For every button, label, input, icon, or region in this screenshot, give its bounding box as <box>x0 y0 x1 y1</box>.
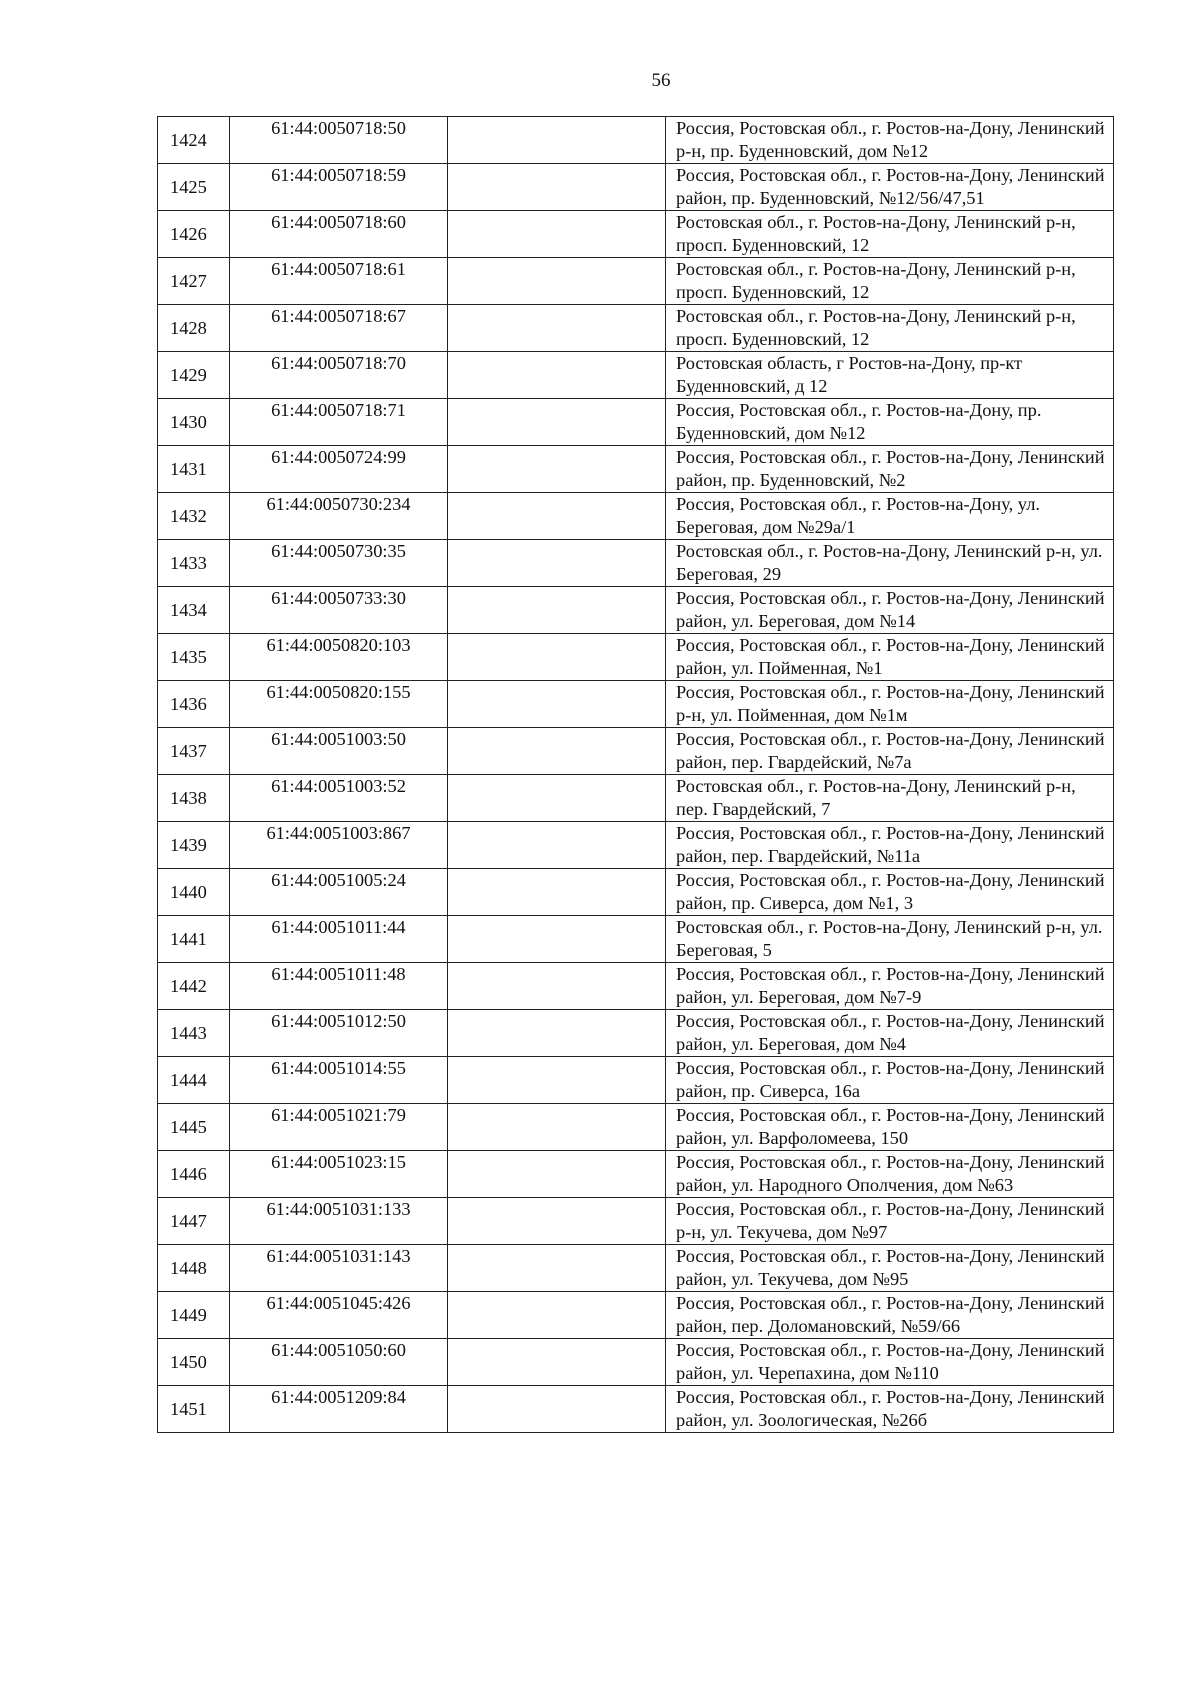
address-cell: Россия, Ростовская обл., г. Ростов-на-Дону, Ленинский район, пер. Доломановский, №59/66 <box>666 1292 1114 1339</box>
address-cell: Россия, Ростовская обл., г. Ростов-на-Дону, Ленинский район, пр. Сиверса, 16а <box>666 1057 1114 1104</box>
cadastral-number-cell: 61:44:0051011:44 <box>230 916 448 963</box>
address-cell: Ростовская обл., г. Ростов-на-Дону, Ленинский р-н, просп. Буденновский, 12 <box>666 305 1114 352</box>
empty-cell <box>448 211 666 258</box>
row-number-cell: 1431 <box>158 446 230 493</box>
address-cell: Россия, Ростовская обл., г. Ростов-на-Дону, Ленинский р-н, пр. Буденновский, дом №12 <box>666 117 1114 164</box>
cadastral-number-cell: 61:44:0051045:426 <box>230 1292 448 1339</box>
row-number-cell: 1448 <box>158 1245 230 1292</box>
row-number-cell: 1449 <box>158 1292 230 1339</box>
address-cell: Россия, Ростовская обл., г. Ростов-на-Дону, Ленинский район, ул. Народного Ополчения, дом №63 <box>666 1151 1114 1198</box>
row-number-cell: 1427 <box>158 258 230 305</box>
row-number-cell: 1445 <box>158 1104 230 1151</box>
empty-cell <box>448 493 666 540</box>
empty-cell <box>448 822 666 869</box>
empty-cell <box>448 1057 666 1104</box>
row-number-cell: 1429 <box>158 352 230 399</box>
cadastral-number-cell: 61:44:0051003:50 <box>230 728 448 775</box>
row-number-cell: 1446 <box>158 1151 230 1198</box>
cadastral-number-cell: 61:44:0050718:67 <box>230 305 448 352</box>
address-cell: Россия, Ростовская обл., г. Ростов-на-Дону, Ленинский район, пр. Буденновский, №12/56/47,51 <box>666 164 1114 211</box>
address-cell: Россия, Ростовская обл., г. Ростов-на-Дону, Ленинский район, ул. Черепахина, дом №110 <box>666 1339 1114 1386</box>
cadastral-number-cell: 61:44:0051011:48 <box>230 963 448 1010</box>
address-cell: Россия, Ростовская обл., г. Ростов-на-Дону, Ленинский район, ул. Зоологическая, №26б <box>666 1386 1114 1433</box>
empty-cell <box>448 305 666 352</box>
cadastral-number-cell: 61:44:0050718:59 <box>230 164 448 211</box>
table-row <box>158 258 1114 305</box>
empty-cell <box>448 1292 666 1339</box>
address-cell: Россия, Ростовская обл., г. Ростов-на-Дону, Ленинский район, ул. Береговая, дом №7-9 <box>666 963 1114 1010</box>
page-number: 56 <box>651 70 671 91</box>
address-cell: Россия, Ростовская обл., г. Ростов-на-Дону, Ленинский район, ул. Варфоломеева, 150 <box>666 1104 1114 1151</box>
register-table-body <box>158 117 1114 1433</box>
address-cell: Россия, Ростовская обл., г. Ростов-на-Дону, пр. Буденновский, дом №12 <box>666 399 1114 446</box>
table-row <box>158 1339 1114 1386</box>
address-cell: Ростовская обл., г. Ростов-на-Дону, Ленинский р-н, ул. Береговая, 29 <box>666 540 1114 587</box>
table-row <box>158 1386 1114 1433</box>
cadastral-number-cell: 61:44:0051050:60 <box>230 1339 448 1386</box>
row-number-cell: 1426 <box>158 211 230 258</box>
cadastral-number-cell: 61:44:0051031:133 <box>230 1198 448 1245</box>
address-cell: Ростовская обл., г. Ростов-на-Дону, Ленинский р-н, пер. Гвардейский, 7 <box>666 775 1114 822</box>
empty-cell <box>448 587 666 634</box>
empty-cell <box>448 258 666 305</box>
table-row <box>158 587 1114 634</box>
empty-cell <box>448 1010 666 1057</box>
cadastral-number-cell: 61:44:0050718:70 <box>230 352 448 399</box>
row-number-cell: 1451 <box>158 1386 230 1433</box>
address-cell: Россия, Ростовская обл., г. Ростов-на-Дону, Ленинский район, ул. Текучева, дом №95 <box>666 1245 1114 1292</box>
address-cell: Россия, Ростовская обл., г. Ростов-на-Дону, Ленинский р-н, ул. Текучева, дом №97 <box>666 1198 1114 1245</box>
table-row <box>158 1292 1114 1339</box>
row-number-cell: 1430 <box>158 399 230 446</box>
empty-cell <box>448 916 666 963</box>
row-number-cell: 1434 <box>158 587 230 634</box>
table-row <box>158 916 1114 963</box>
empty-cell <box>448 869 666 916</box>
cadastral-number-cell: 61:44:0050730:234 <box>230 493 448 540</box>
empty-cell <box>448 681 666 728</box>
table-row <box>158 352 1114 399</box>
table-row <box>158 211 1114 258</box>
table-row <box>158 1245 1114 1292</box>
address-cell: Ростовская обл., г. Ростов-на-Дону, Ленинский р-н, просп. Буденновский, 12 <box>666 211 1114 258</box>
table-row <box>158 446 1114 493</box>
empty-cell <box>448 775 666 822</box>
empty-cell <box>448 399 666 446</box>
empty-cell <box>448 1245 666 1292</box>
address-cell: Ростовская область, г Ростов-на-Дону, пр-кт Буденновский, д 12 <box>666 352 1114 399</box>
table-row <box>158 1151 1114 1198</box>
cadastral-number-cell: 61:44:0051005:24 <box>230 869 448 916</box>
row-number-cell: 1443 <box>158 1010 230 1057</box>
address-cell: Ростовская обл., г. Ростов-на-Дону, Ленинский р-н, ул. Береговая, 5 <box>666 916 1114 963</box>
table-row <box>158 822 1114 869</box>
row-number-cell: 1436 <box>158 681 230 728</box>
table-row <box>158 493 1114 540</box>
table-row <box>158 164 1114 211</box>
row-number-cell: 1425 <box>158 164 230 211</box>
table-row <box>158 117 1114 164</box>
row-number-cell: 1440 <box>158 869 230 916</box>
cadastral-number-cell: 61:44:0051209:84 <box>230 1386 448 1433</box>
cadastral-number-cell: 61:44:0050820:155 <box>230 681 448 728</box>
address-cell: Ростовская обл., г. Ростов-на-Дону, Ленинский р-н, просп. Буденновский, 12 <box>666 258 1114 305</box>
table-row <box>158 775 1114 822</box>
row-number-cell: 1438 <box>158 775 230 822</box>
row-number-cell: 1424 <box>158 117 230 164</box>
cadastral-number-cell: 61:44:0051003:867 <box>230 822 448 869</box>
address-cell: Россия, Ростовская обл., г. Ростов-на-Дону, Ленинский район, пер. Гвардейский, №11а <box>666 822 1114 869</box>
address-cell: Россия, Ростовская обл., г. Ростов-на-Дону, Ленинский район, ул. Береговая, дом №14 <box>666 587 1114 634</box>
address-cell: Россия, Ростовская обл., г. Ростов-на-Дону, Ленинский район, пр. Сиверса, дом №1, 3 <box>666 869 1114 916</box>
cadastral-number-cell: 61:44:0051023:15 <box>230 1151 448 1198</box>
table-row <box>158 681 1114 728</box>
address-cell: Россия, Ростовская обл., г. Ростов-на-Дону, ул. Береговая, дом №29а/1 <box>666 493 1114 540</box>
table-row <box>158 399 1114 446</box>
row-number-cell: 1428 <box>158 305 230 352</box>
cadastral-number-cell: 61:44:0050718:50 <box>230 117 448 164</box>
cadastral-number-cell: 61:44:0050718:60 <box>230 211 448 258</box>
row-number-cell: 1450 <box>158 1339 230 1386</box>
row-number-cell: 1441 <box>158 916 230 963</box>
address-cell: Россия, Ростовская обл., г. Ростов-на-Дону, Ленинский район, пр. Буденновский, №2 <box>666 446 1114 493</box>
table-row <box>158 1198 1114 1245</box>
empty-cell <box>448 963 666 1010</box>
address-cell: Россия, Ростовская обл., г. Ростов-на-Дону, Ленинский район, ул. Пойменная, №1 <box>666 634 1114 681</box>
cadastral-number-cell: 61:44:0051014:55 <box>230 1057 448 1104</box>
table-row <box>158 540 1114 587</box>
address-cell: Россия, Ростовская обл., г. Ростов-на-Дону, Ленинский р-н, ул. Пойменная, дом №1м <box>666 681 1114 728</box>
empty-cell <box>448 634 666 681</box>
empty-cell <box>448 1339 666 1386</box>
row-number-cell: 1435 <box>158 634 230 681</box>
table-row <box>158 728 1114 775</box>
cadastral-number-cell: 61:44:0050820:103 <box>230 634 448 681</box>
table-row <box>158 305 1114 352</box>
table-row <box>158 1057 1114 1104</box>
empty-cell <box>448 352 666 399</box>
table-row <box>158 1104 1114 1151</box>
table-row <box>158 634 1114 681</box>
cadastral-number-cell: 61:44:0050718:61 <box>230 258 448 305</box>
empty-cell <box>448 540 666 587</box>
property-register-table <box>157 116 1114 1433</box>
row-number-cell: 1439 <box>158 822 230 869</box>
empty-cell <box>448 728 666 775</box>
address-cell: Россия, Ростовская обл., г. Ростов-на-Дону, Ленинский район, ул. Береговая, дом №4 <box>666 1010 1114 1057</box>
row-number-cell: 1447 <box>158 1198 230 1245</box>
table-row <box>158 869 1114 916</box>
cadastral-number-cell: 61:44:0051012:50 <box>230 1010 448 1057</box>
empty-cell <box>448 1104 666 1151</box>
empty-cell <box>448 446 666 493</box>
row-number-cell: 1442 <box>158 963 230 1010</box>
table-row <box>158 963 1114 1010</box>
cadastral-number-cell: 61:44:0051003:52 <box>230 775 448 822</box>
cadastral-number-cell: 61:44:0051021:79 <box>230 1104 448 1151</box>
row-number-cell: 1433 <box>158 540 230 587</box>
table-row <box>158 1010 1114 1057</box>
row-number-cell: 1444 <box>158 1057 230 1104</box>
empty-cell <box>448 1386 666 1433</box>
cadastral-number-cell: 61:44:0050718:71 <box>230 399 448 446</box>
cadastral-number-cell: 61:44:0050730:35 <box>230 540 448 587</box>
cadastral-number-cell: 61:44:0050733:30 <box>230 587 448 634</box>
empty-cell <box>448 164 666 211</box>
cadastral-number-cell: 61:44:0050724:99 <box>230 446 448 493</box>
row-number-cell: 1437 <box>158 728 230 775</box>
row-number-cell: 1432 <box>158 493 230 540</box>
address-cell: Россия, Ростовская обл., г. Ростов-на-Дону, Ленинский район, пер. Гвардейский, №7а <box>666 728 1114 775</box>
empty-cell <box>448 117 666 164</box>
empty-cell <box>448 1198 666 1245</box>
cadastral-number-cell: 61:44:0051031:143 <box>230 1245 448 1292</box>
empty-cell <box>448 1151 666 1198</box>
